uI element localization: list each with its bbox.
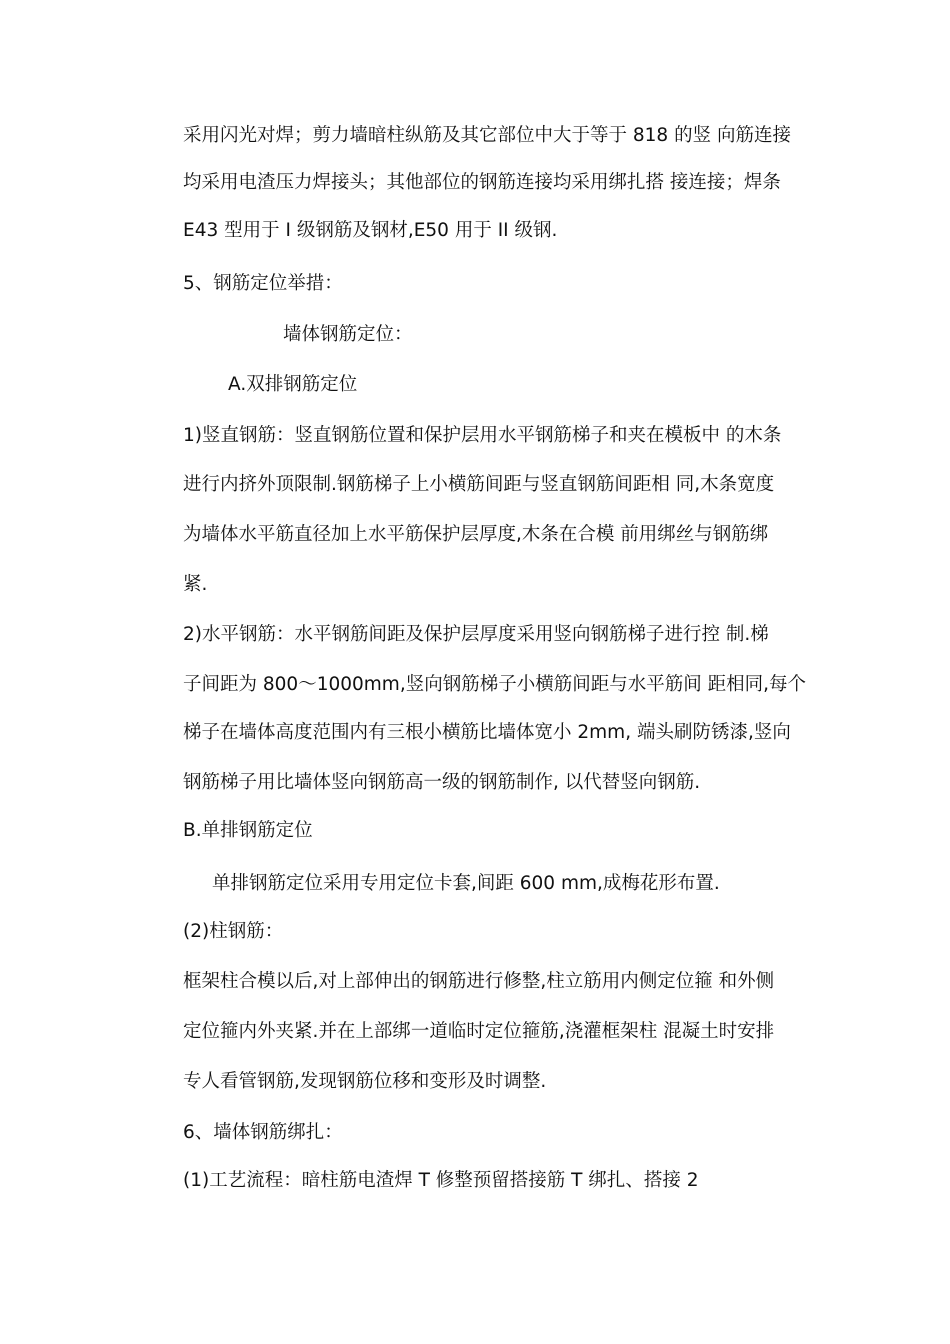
text-line: 为墙体水平筋直径加上水平筋保护层厚度,木条在合模 前用绑丝与钢筋绑: [183, 524, 769, 545]
subsection-heading: B.单排钢筋定位: [183, 820, 313, 841]
text-line: 紧.: [183, 574, 208, 595]
text-line: 梯子在墙体高度范围内有三根小横筋比墙体宽小 2mm, 端头刷防锈漆,竖向: [183, 722, 791, 743]
text-line: 钢筋梯子用比墙体竖向钢筋高一级的钢筋制作, 以代替竖向钢筋.: [183, 772, 701, 793]
text-line: 2)水平钢筋：水平钢筋间距及保护层厚度采用竖向钢筋梯子进行控 制.梯: [183, 624, 769, 645]
text-line: 框架柱合模以后,对上部伸出的钢筋进行修整,柱立筋用内侧定位箍 和外侧: [183, 971, 775, 992]
text-line: E43 型用于 I 级钢筋及钢材,E50 用于 II 级钢.: [183, 220, 558, 241]
text-line: 定位箍内外夹紧.并在上部绑一道临时定位箍筋,浇灌框架柱 混凝土时安排: [183, 1021, 775, 1042]
section-heading: 5、钢筋定位举措：: [183, 273, 343, 294]
subsection-heading: 墙体钢筋定位：: [283, 324, 413, 345]
text-line: 均采用电渣压力焊接头；其他部位的钢筋连接均采用绑扎搭 接连接；焊条: [183, 172, 781, 193]
section-heading: 6、墙体钢筋绑扎：: [183, 1122, 343, 1143]
text-line: 1)竖直钢筋：竖直钢筋位置和保护层用水平钢筋梯子和夹在模板中 的木条: [183, 425, 782, 446]
text-line: 子间距为 800〜1000mm,竖向钢筋梯子小横筋间距与水平筋间 距相同,每个: [183, 674, 806, 695]
text-line: 进行内挤外顶限制.钢筋梯子上小横筋间距与竖直钢筋间距相 同,木条宽度: [183, 474, 775, 495]
text-line: 采用闪光对焊；剪力墙暗柱纵筋及其它部位中大于等于 818 的竖 向筋连接: [183, 125, 791, 146]
subsection-heading: A.双排钢筋定位: [228, 374, 358, 395]
text-line: 单排钢筋定位采用专用定位卡套,间距 600 mm,成梅花形布置.: [212, 873, 720, 894]
text-line: 专人看管钢筋,发现钢筋位移和变形及时调整.: [183, 1071, 547, 1092]
text-line: (1)工艺流程：暗柱筋电渣焊 T 修整预留搭接筋 T 绑扎、搭接 2: [183, 1170, 699, 1191]
subsection-heading: (2)柱钢筋：: [183, 921, 284, 942]
